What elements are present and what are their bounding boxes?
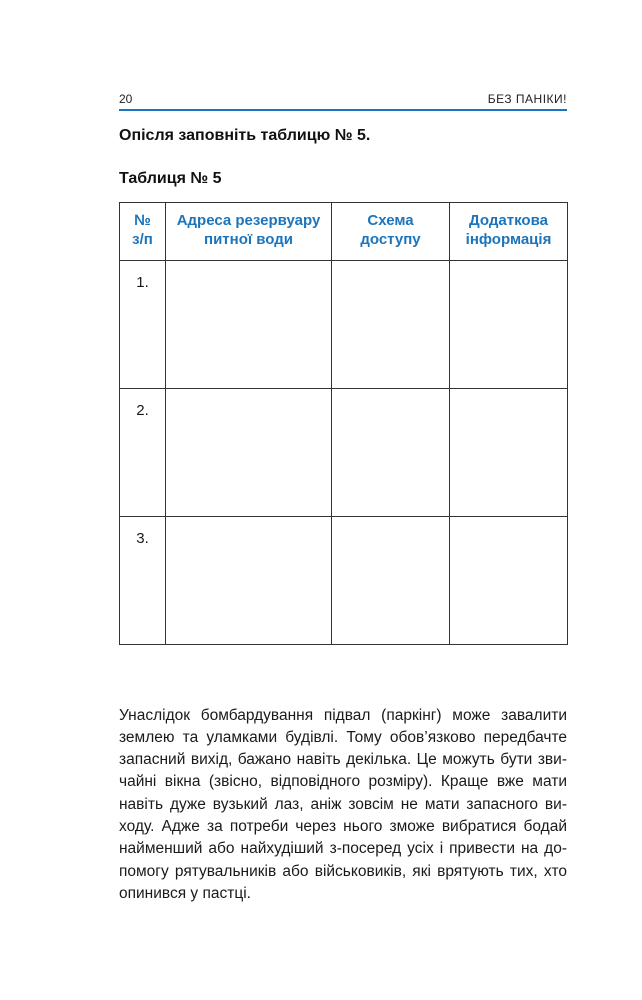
table-row — [120, 389, 568, 517]
table-header-row — [120, 203, 568, 261]
column-header-address: Адреса резервуару питної води — [166, 203, 332, 261]
info-cell[interactable] — [450, 389, 568, 517]
table-caption: Таблиця № 5 — [119, 170, 222, 187]
column-header-scheme: Схема доступу — [332, 203, 450, 261]
address-cell[interactable] — [166, 261, 332, 389]
water-reservoir-table — [119, 202, 568, 645]
scheme-cell[interactable] — [332, 389, 450, 517]
info-cell[interactable] — [450, 261, 568, 389]
column-header-number: № з/п — [120, 203, 166, 261]
table-row — [120, 261, 568, 389]
scheme-cell[interactable] — [332, 517, 450, 645]
column-header-info: Додаткова інформація — [450, 203, 568, 261]
running-title: БЕЗ ПАНІКИ! — [487, 92, 567, 106]
instruction-heading: Опісля заповніть таблицю № 5. — [119, 127, 371, 144]
page-number: 20 — [119, 92, 133, 106]
table-row — [120, 517, 568, 645]
row-index: 3. — [120, 517, 166, 645]
body-paragraph: Унаслідок бомбардування підвал (паркінг) може завалити землею та уламками будівлі. Тому обов’язково передбачте запасний вихід, бажано навіть декілька. Це можуть бути звичайні вікна (звісно, відповідного розміру). Краще вже мати навіть дуже вузький лаз, аніж зовсім не мати запасного виходу. Адже за потреби через нього зможе вибратися бодай найменший або найхудіший з-посеред усіх і привести на допомогу рятувальників або військовиків, які врятують тих, хто опинився у пастці. — [119, 706, 567, 902]
row-index: 2. — [120, 389, 166, 517]
scheme-cell[interactable] — [332, 261, 450, 389]
info-cell[interactable] — [450, 517, 568, 645]
header-divider — [119, 109, 567, 111]
row-index: 1. — [120, 261, 166, 389]
address-cell[interactable] — [166, 517, 332, 645]
running-header — [119, 92, 567, 108]
address-cell[interactable] — [166, 389, 332, 517]
